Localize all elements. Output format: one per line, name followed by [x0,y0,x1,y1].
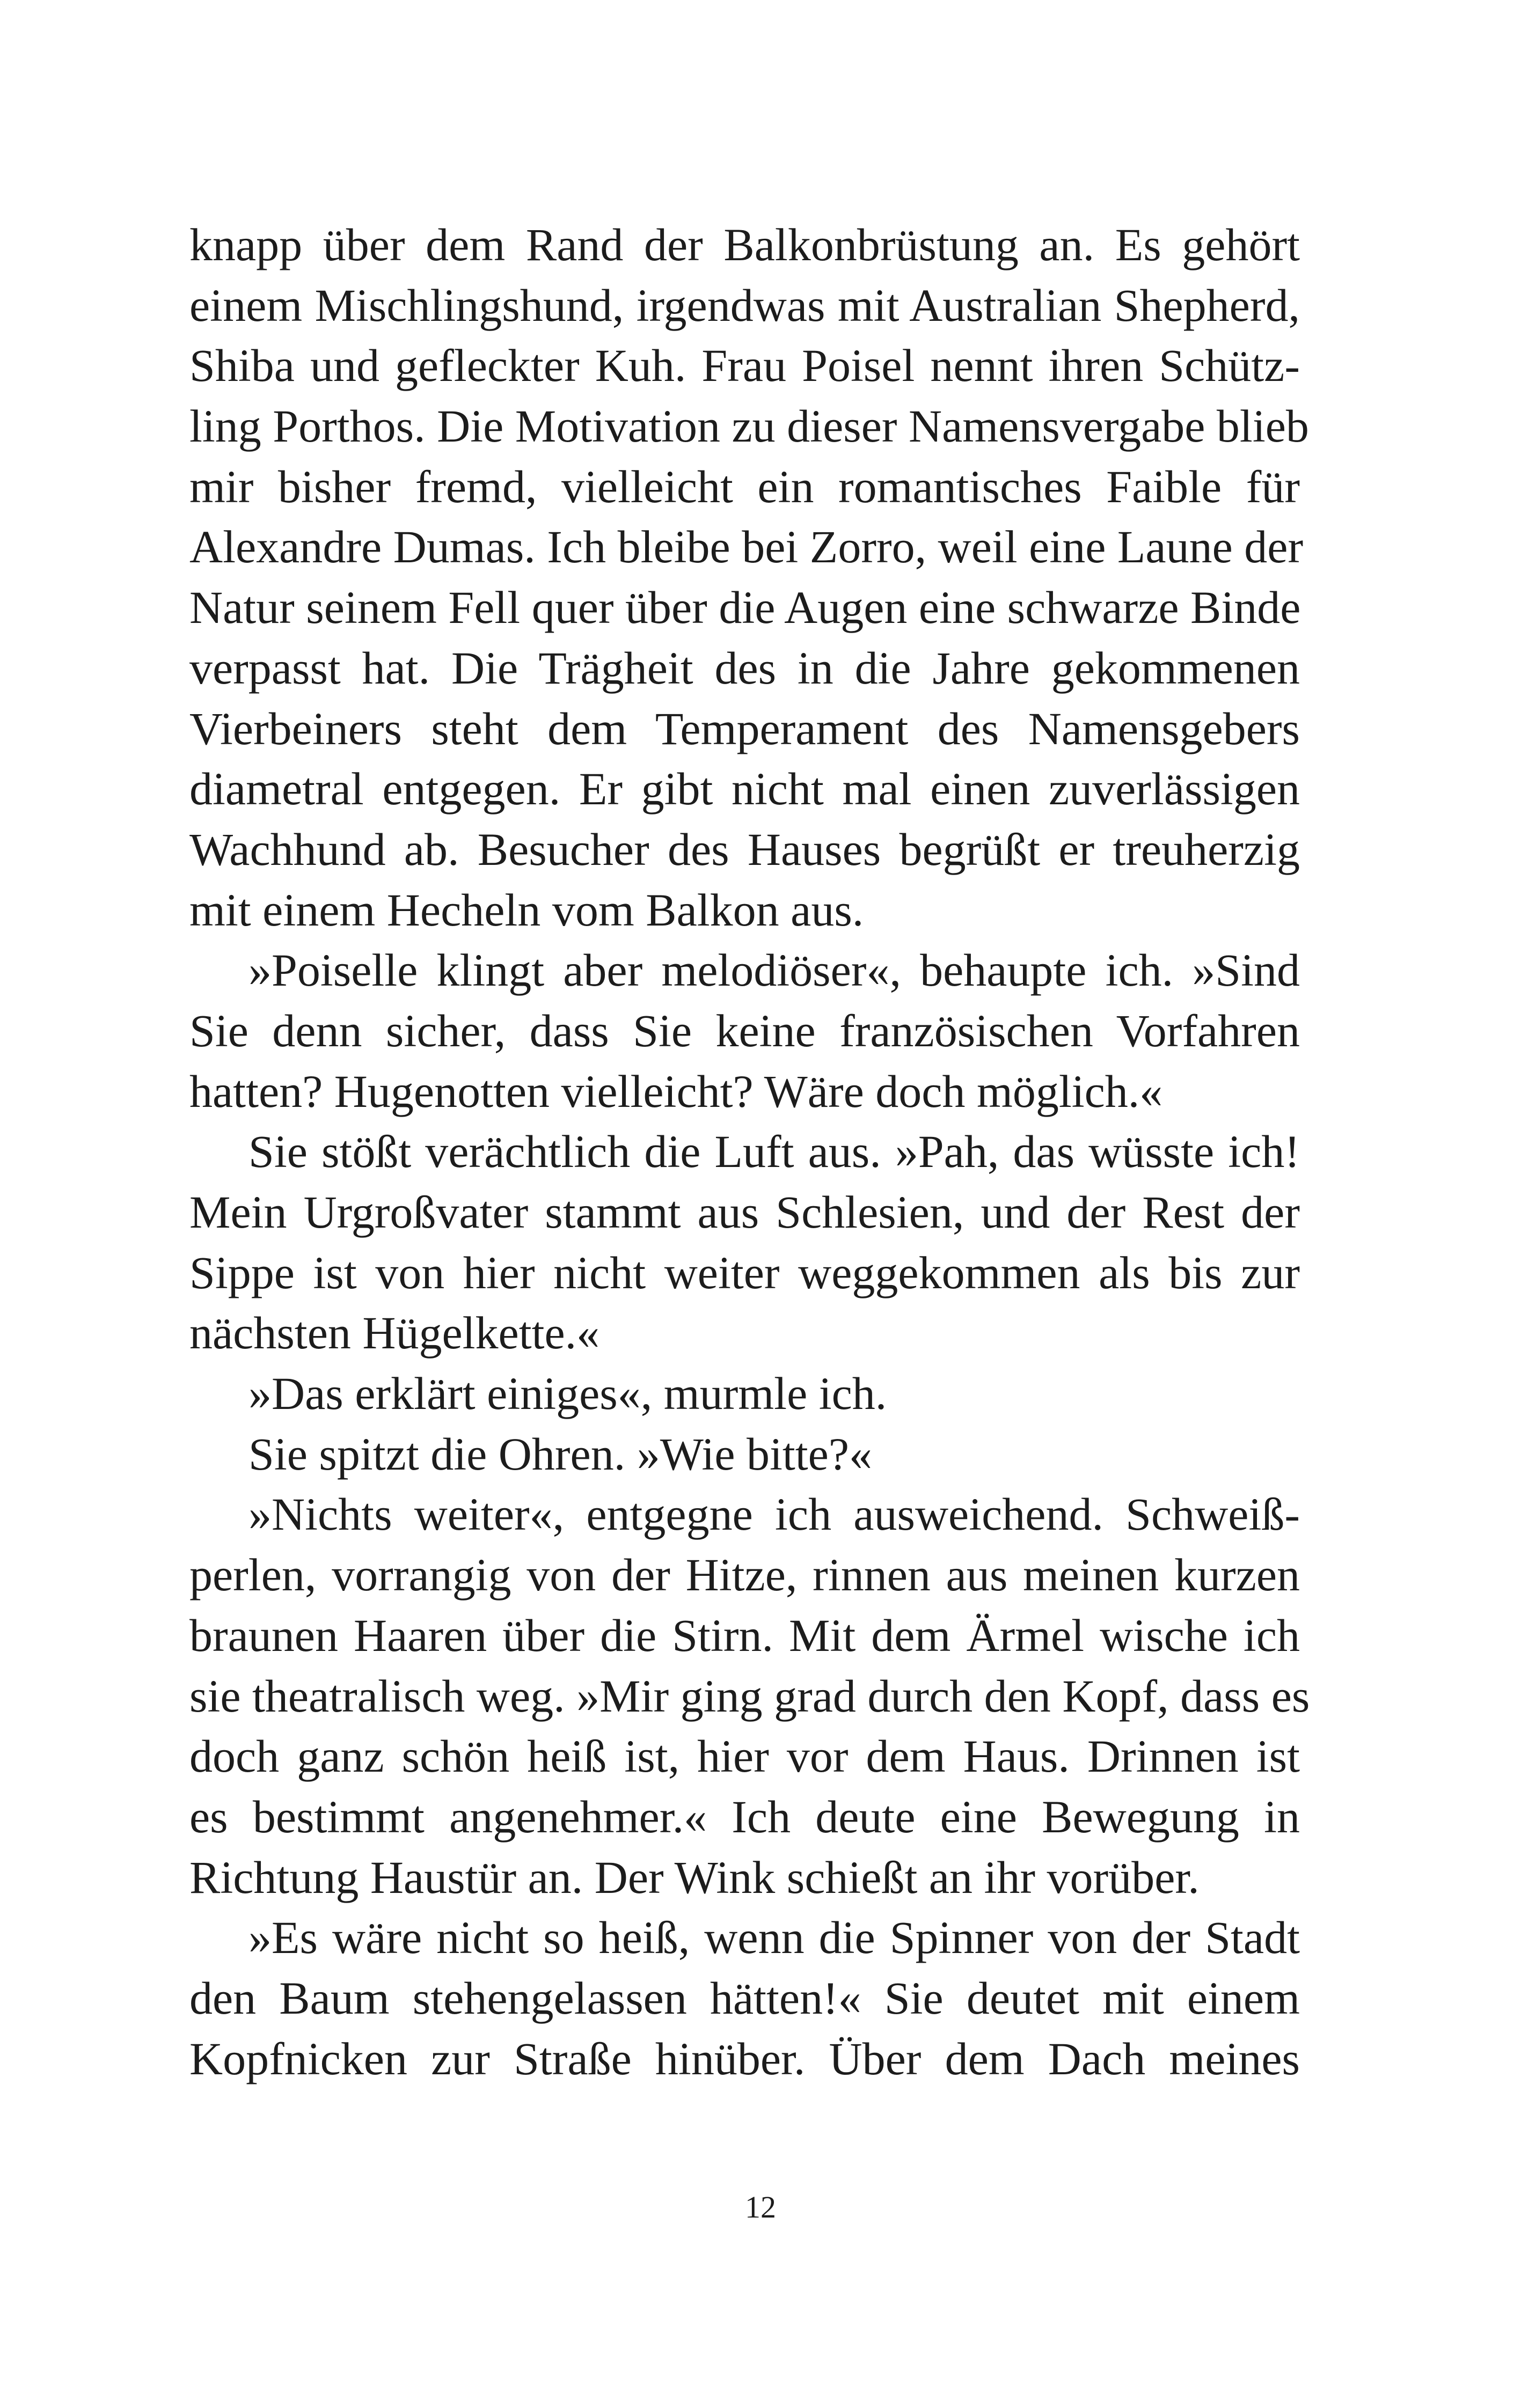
text-line: sie theatralisch weg. »Mir ging grad durch den Kopf, dass es [189,1670,1310,1722]
text-line: Sippe ist von hier nicht weiter weggekommen als bis zur [189,1246,1300,1298]
text-line: nächsten Hügelkette.« [189,1307,600,1359]
text-line: »Es wäre nicht so heiß, wenn die Spinner von der Stadt [248,1912,1300,1964]
text-line: diametral entgegen. Er gibt nicht mal einen zuverlässigen [189,763,1300,815]
text-line: Mein Urgroßvater stammt aus Schlesien, und der Rest der [189,1186,1300,1238]
text-line: Sie spitzt die Ohren. »Wie bitte?« [248,1428,873,1480]
text-line: Sie denn sicher, dass Sie keine französischen Vorfahren [189,1004,1300,1056]
text-line: Richtung Haustür an. Der Wink schießt an ihr vorüber. [189,1851,1200,1903]
text-line: hatten? Hugenotten vielleicht? Wäre doch möglich.« [189,1065,1163,1117]
text-line: Alexandre Dumas. Ich bleibe bei Zorro, weil eine Laune der [189,521,1304,573]
text-line: Vierbeiners steht dem Temperament des Namensgebers [189,702,1300,754]
page-number: 12 [745,2190,776,2225]
text-line: es bestimmt angenehmer.« Ich deute eine Bewegung in [189,1790,1300,1842]
text-line: mit einem Hecheln vom Balkon aus. [189,884,864,936]
text-line: Shiba und gefleckter Kuh. Frau Poisel nennt ihren Schütz- [189,340,1300,392]
text-line: Sie stößt verächtlich die Luft aus. »Pah, das wüsste ich! [248,1126,1300,1178]
text-line: den Baum stehengelassen hätten!« Sie deutet mit einem [189,1972,1300,2024]
text-line: Kopfnicken zur Straße hinüber. Über dem Dach meines [189,2032,1300,2084]
text-line: Natur seinem Fell quer über die Augen eine schwarze Binde [189,582,1301,634]
text-line: »Nichts weiter«, entgegne ich ausweichend. Schweiß- [248,1488,1300,1540]
text-line: »Das erklärt einiges«, murmle ich. [248,1368,887,1420]
text-line: verpasst hat. Die Trägheit des in die Jahre gekommenen [189,642,1300,694]
text-line: einem Mischlingshund, irgendwas mit Australian Shepherd, [189,279,1300,331]
text-line: mir bisher fremd, vielleicht ein romantisches Faible für [189,460,1300,512]
text-line: doch ganz schön heiß ist, hier vor dem Haus. Drinnen ist [189,1730,1300,1782]
text-line: Wachhund ab. Besucher des Hauses begrüßt er treuherzig [189,823,1300,875]
text-line: perlen, vorrangig von der Hitze, rinnen aus meinen kurzen [189,1549,1300,1601]
text-line: »Poiselle klingt aber melodiöser«, behaupte ich. »Sind [248,944,1300,996]
text-line: ling Porthos. Die Motivation zu dieser Namensvergabe blieb [189,400,1309,452]
text-line: braunen Haaren über die Stirn. Mit dem Ärmel wische ich [189,1609,1300,1661]
body-text [189,215,1310,2089]
text-line: knapp über dem Rand der Balkonbrüstung an. Es gehört [189,219,1300,270]
